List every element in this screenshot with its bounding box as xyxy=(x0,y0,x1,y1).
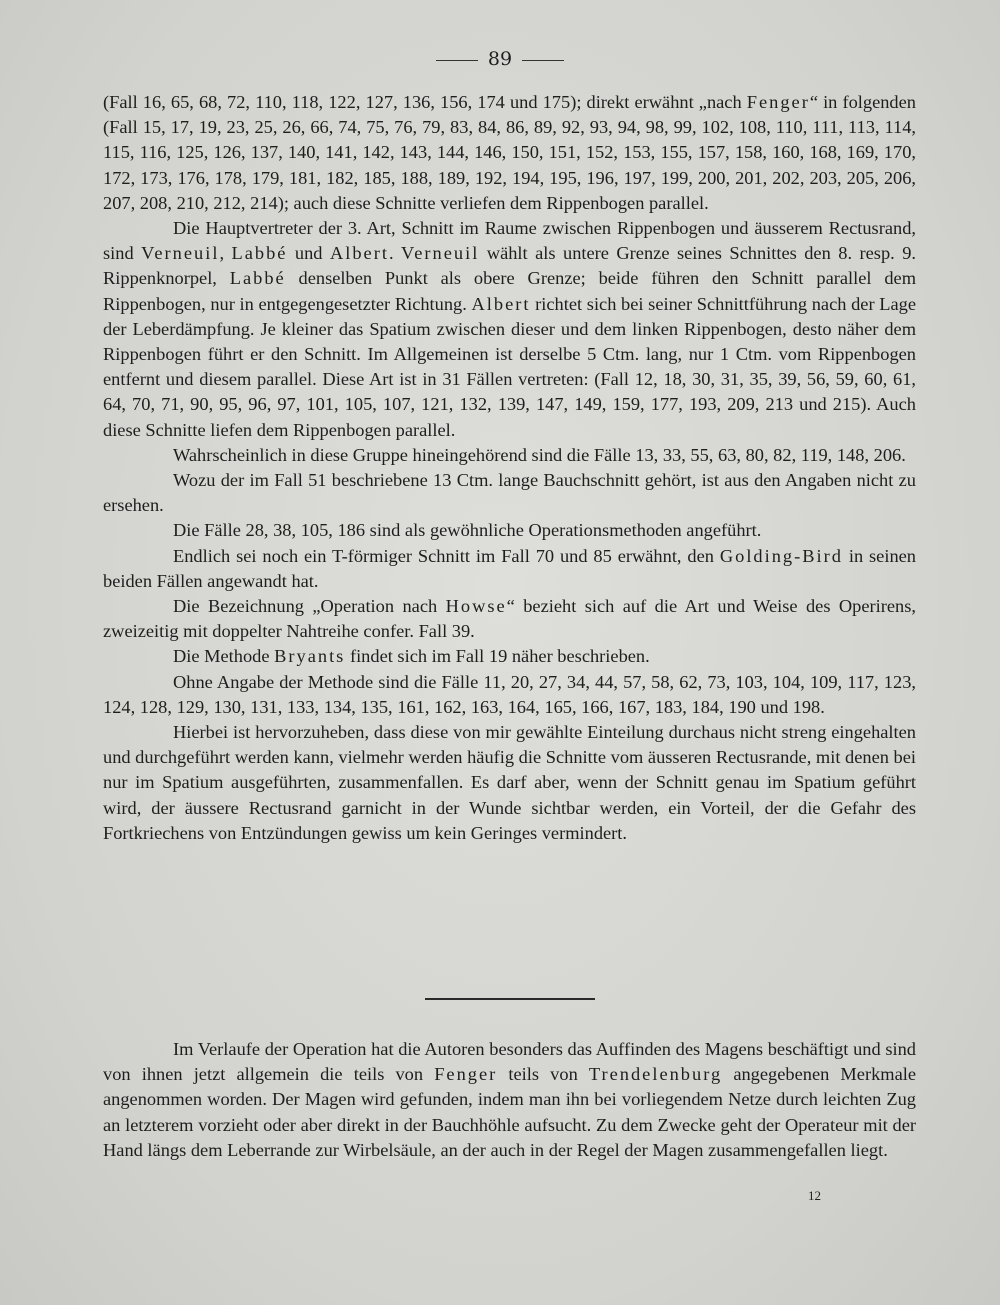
paragraph-3: Wahrscheinlich in diese Gruppe hineingehörend sind die Fälle 13, 33, 55, 63, 80, 82, 119, 148, 206. xyxy=(173,444,906,465)
paragraph-5: Die Fälle 28, 38, 105, 186 sind als gewöhnliche Operationsmethoden angeführt. xyxy=(173,520,762,541)
author-name: Bryants xyxy=(274,646,346,667)
author-name: Labbé xyxy=(231,243,288,264)
author-name: Albert xyxy=(329,243,389,264)
body-text xyxy=(103,90,916,846)
paragraph-2: Die Hauptvertreter der 3. Art, Schnitt im Raume zwischen Rippenbogen und äusserem Rectusrand, sind Verneuil, Labbé und Albert. Verneuil wählt als untere Grenze seines Schnittes den 8. resp. 9. Rippenknorpel, Labbé denselben Punkt als obere Grenze; beide führen den Schnitt parallel dem Rippenbogen, nur in entgegengesetzter Richtung. Albert richtet sich bei seiner Schnittführung nach der Lage der Leberdämpfung. Je kleiner das Spatium zwischen dieser und dem linken Rippenbogen, desto näher dem Rippenbogen führt er den Schnitt. Im Allgemeinen ist derselbe 5 Ctm. lang, nur 1 Ctm. vom Rippenbogen entfernt und diesem parallel. Diese Art ist in 31 Fällen vertreten: (Fall 12, 18, 30, 31, 35, 39, 56, 59, 60, 61, 64, 70, 71, 90, 95, 96, 97, 101, 105, 107, 121, 132, 139, 147, 149, 159, 177, 193, 209, 213 und 215). Auch diese Schnitte liefen dem Rippenbogen parallel. xyxy=(103,218,916,440)
paragraph-4: Wozu der im Fall 51 beschriebene 13 Ctm. lange Bauchschnitt gehört, ist aus den Angaben nicht zu ersehen. xyxy=(103,470,916,516)
author-name: Verneuil xyxy=(141,243,220,264)
author-name: Albert xyxy=(471,293,531,314)
author-name: Fenger xyxy=(746,92,810,112)
page-number: 89 xyxy=(487,48,513,70)
paragraph-10: Hierbei ist hervorzuheben, dass diese von mir gewählte Einteilung durchaus nicht streng eingehalten und durchgeführt werden kann, vielmehr werden häufig die Schnitte vom äusseren Rectusrande, mit denen bei nur im Spatium ausgeführten, zusammenfallen. Es darf aber, wenn der Schnitt genau im Spatium geführt wird, der äussere Rectusrand garnicht in der Wunde sichtbar werden, ein Vorteil, der die Gefahr des Fortkriechens von Entzündungen gewiss um kein Geringes vermindert. xyxy=(103,722,917,843)
paragraph-9: Ohne Angabe der Methode sind die Fälle 11, 20, 27, 34, 44, 57, 58, 62, 73, 103, 104, 109, 117, 123, 124, 128, 129, 130, 131, 133, 134, 135, 161, 162, 163, 164, 165, 166, 167, 183, 184, 190 und 198. xyxy=(103,671,916,717)
section-divider xyxy=(425,998,595,1000)
section-2-paragraph: Im Verlaufe der Operation hat die Autoren besonders das Auffinden des Magens beschäftigt und sind von ihnen jetzt allgemein die teils von Fenger teils von Trendelenburg angegebenen Merkmale angenommen worden. Der Magen wird gefunden, indem man ihn bei vorliegendem Netze durch leichten Zug an letzterem vorzieht oder aber direkt in der Bauchhöhle aufsucht. Zu dem Zwecke geht der Operateur mit der Hand längs dem Leberrande zur Wirbelsäule, an der auch in der Regel der Magen zusammengefallen liegt. xyxy=(103,1039,916,1160)
header-rule-left xyxy=(436,60,478,61)
author-name: Labbé xyxy=(229,268,286,289)
author-name: Verneuil xyxy=(401,243,480,264)
author-name: Trendelenburg xyxy=(588,1064,723,1085)
author-name: Fenger xyxy=(434,1064,498,1085)
paragraph-1: (Fall 16, 65, 68, 72, 110, 118, 122, 127, 136, 156, 174 und 175); direkt erwähnt „nach Fenger“ in folgenden (Fall 15, 17, 19, 23, 25, 26, 66, 74, 75, 76, 79, 83, 84, 86, 89, 92, 93, 94, 98, 99, 102, 108, 110, 111, 113, 114, 115, 116, 125, 126, 137, 140, 141, 142, 143, 144, 146, 150, 151, 152, 153, 155, 157, 158, 160, 168, 169, 170, 172, 173, 176, 178, 179, 181, 182, 185, 188, 189, 192, 194, 195, 196, 197, 199, 200, 201, 202, 203, 205, 206, 207, 208, 210, 212, 214); auch diese Schnitte verliefen dem Rippenbogen parallel. xyxy=(103,92,916,213)
author-name: Howse xyxy=(445,596,507,617)
paragraph-8: Die Methode Bryants findet sich im Fall 19 näher beschrieben. xyxy=(173,646,650,667)
sheet-signature: 12 xyxy=(808,1188,821,1203)
section-2 xyxy=(103,1037,916,1163)
page-header xyxy=(0,44,1000,74)
author-name: Golding-Bird xyxy=(719,545,843,566)
paragraph-6: Endlich sei noch ein T-förmiger Schnitt im Fall 70 und 85 erwähnt, den Golding-Bird in seinen beiden Fällen angewandt hat. xyxy=(103,545,916,591)
paragraph-7: Die Bezeichnung „Operation nach Howse“ bezieht sich auf die Art und Weise des Operirens, zweizeitig mit doppelter Nahtreihe confer. Fall 39. xyxy=(103,596,916,642)
header-rule-right xyxy=(522,60,564,61)
